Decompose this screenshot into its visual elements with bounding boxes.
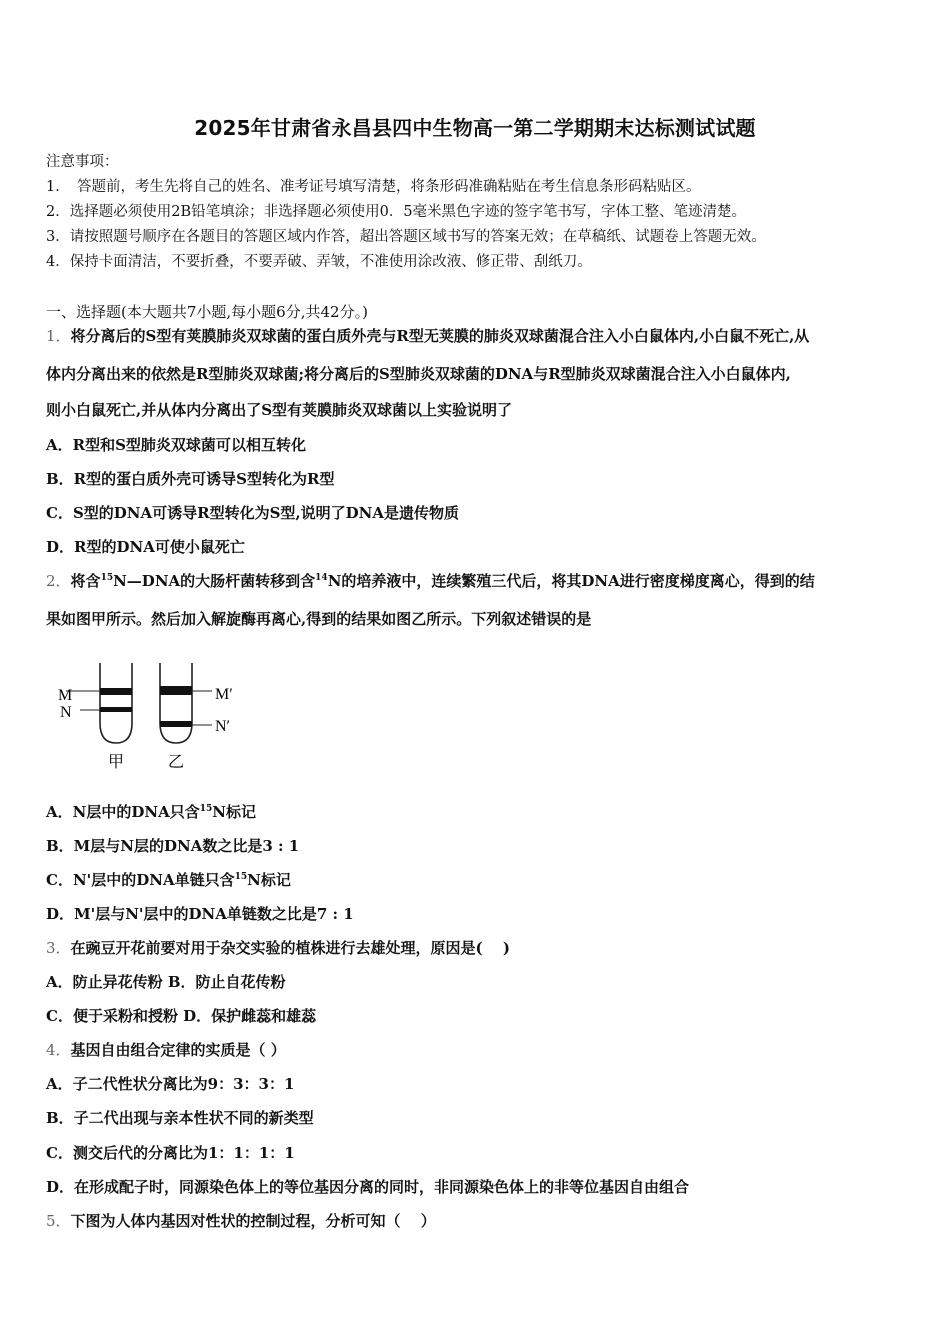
notice-item: 4．保持卡面清洁，不要折叠，不要弄破、弄皱，不准使用涂改液、修正带、刮纸刀。 — [46, 254, 592, 270]
option-d[interactable]: D．R型的DNA可使小鼠死亡 — [46, 538, 245, 556]
band-n-prime — [160, 721, 192, 727]
option-a[interactable] — [46, 802, 256, 822]
option-d[interactable]: D．M'层与N'层中的DNA单链数之比是7 : 1 — [46, 905, 354, 923]
question-5-line — [46, 1211, 436, 1231]
label-m: M — [58, 687, 73, 704]
question-1-line — [46, 326, 809, 346]
option-text: N标记 — [212, 803, 256, 821]
band-n — [100, 707, 132, 712]
option-ab[interactable]: A．防止异花传粉 B．防止自花传粉 — [46, 973, 286, 991]
notice-item: 1． 答题前，考生先将自己的姓名、准考证号填写清楚，将条形码准确粘贴在考生信息条形码粘贴区。 — [46, 179, 701, 195]
option-a[interactable]: A．R型和S型肺炎双球菌可以相互转化 — [46, 436, 306, 454]
label-n-prime: N′ — [215, 718, 231, 735]
option-cd[interactable]: C．便于采粉和授粉 D．保护雌蕊和雄蕊 — [46, 1007, 317, 1025]
tube-jia — [58, 663, 132, 771]
caption-jia: 甲 — [108, 754, 125, 771]
tube-yi — [160, 663, 233, 771]
superscript: 14 — [315, 573, 328, 583]
option-b[interactable]: B．M层与N层的DNA数之比是3 : 1 — [46, 837, 300, 855]
option-c[interactable] — [46, 870, 291, 890]
option-c[interactable]: C．S型的DNA可诱导R型转化为S型,说明了DNA是遗传物质 — [46, 504, 460, 522]
section-heading: 一、选择题(本大题共7小题,每小题6分,共42分。) — [46, 303, 368, 321]
question-4-line — [46, 1040, 286, 1060]
question-text: 将分离后的S型有荚膜肺炎双球菌的蛋白质外壳与R型无荚膜的肺炎双球菌混合注入小白鼠体内,小白鼠不死亡,从 — [70, 327, 810, 345]
question-2-line — [46, 571, 815, 591]
option-b[interactable]: B．R型的蛋白质外壳可诱导S型转化为R型 — [46, 470, 335, 488]
question-number: 4． — [46, 1041, 71, 1059]
option-text: N标记 — [247, 871, 291, 889]
option-d[interactable]: D．在形成配子时，同源染色体上的等位基因分离的同时，非同源染色体上的非等位基因自由组合 — [46, 1178, 690, 1196]
notice-item: 2．选择题必须使用2B铅笔填涂；非选择题必须使用0．5毫米黑色字迹的签字笔书写，字体工整、笔迹清楚。 — [46, 204, 747, 220]
question-text: 体内分离出来的依然是R型肺炎双球菌;将分离后的S型肺炎双球菌的DNA与R型肺炎双球菌混合注入小白鼠体内, — [46, 365, 791, 383]
question-3-line — [46, 938, 510, 958]
centrifuge-tubes-figure — [52, 655, 252, 775]
superscript: 15 — [234, 872, 248, 882]
label-m-prime: M′ — [215, 686, 233, 703]
question-text: 下图为人体内基因对性状的控制过程，分析可知（ ） — [70, 1212, 436, 1230]
option-b[interactable]: B．子二代出现与亲本性状不同的新类型 — [46, 1109, 314, 1127]
question-text: 将含 — [70, 572, 101, 590]
option-c[interactable]: C．测交后代的分离比为1：1：1：1 — [46, 1144, 295, 1162]
superscript: 15 — [100, 573, 114, 583]
superscript: 15 — [199, 804, 213, 814]
question-text: 果如图甲所示。然后加入解旋酶再离心,得到的结果如图乙所示。下列叙述错误的是 — [46, 610, 592, 628]
caption-yi: 乙 — [168, 754, 185, 771]
band-m — [100, 688, 132, 695]
option-text: C．N'层中的DNA单链只含 — [46, 871, 235, 889]
option-a[interactable]: A．子二代性状分离比为9：3：3：1 — [46, 1075, 295, 1093]
band-m-prime — [160, 686, 192, 695]
question-text: N的培养液中，连续繁殖三代后，将其DNA进行密度梯度离心，得到的结 — [327, 572, 815, 590]
question-number: 3． — [46, 939, 71, 957]
option-text: A．N层中的DNA只含 — [46, 803, 200, 821]
question-text: N—DNA的大肠杆菌转移到含 — [113, 572, 316, 590]
question-text: 则小白鼠死亡,并从体内分离出了S型有荚膜肺炎双球菌以上实验说明了 — [46, 401, 513, 419]
question-number: 2． — [46, 572, 71, 590]
question-text: 基因自由组合定律的实质是（ ） — [70, 1041, 286, 1059]
label-n: N — [60, 704, 72, 721]
question-number: 1． — [46, 327, 71, 345]
notice-heading: 注意事项： — [46, 154, 119, 170]
question-text: 在豌豆开花前要对用于杂交实验的植株进行去雄处理，原因是( ) — [70, 939, 510, 957]
notice-item: 3．请按照题号顺序在各题目的答题区域内作答，超出答题区域书写的答案无效；在草稿纸、试题卷上答题无效。 — [46, 229, 766, 245]
page-title: 2025年甘肃省永昌县四中生物高一第二学期期末达标测试试题 — [194, 116, 756, 140]
question-number: 5． — [46, 1212, 71, 1230]
